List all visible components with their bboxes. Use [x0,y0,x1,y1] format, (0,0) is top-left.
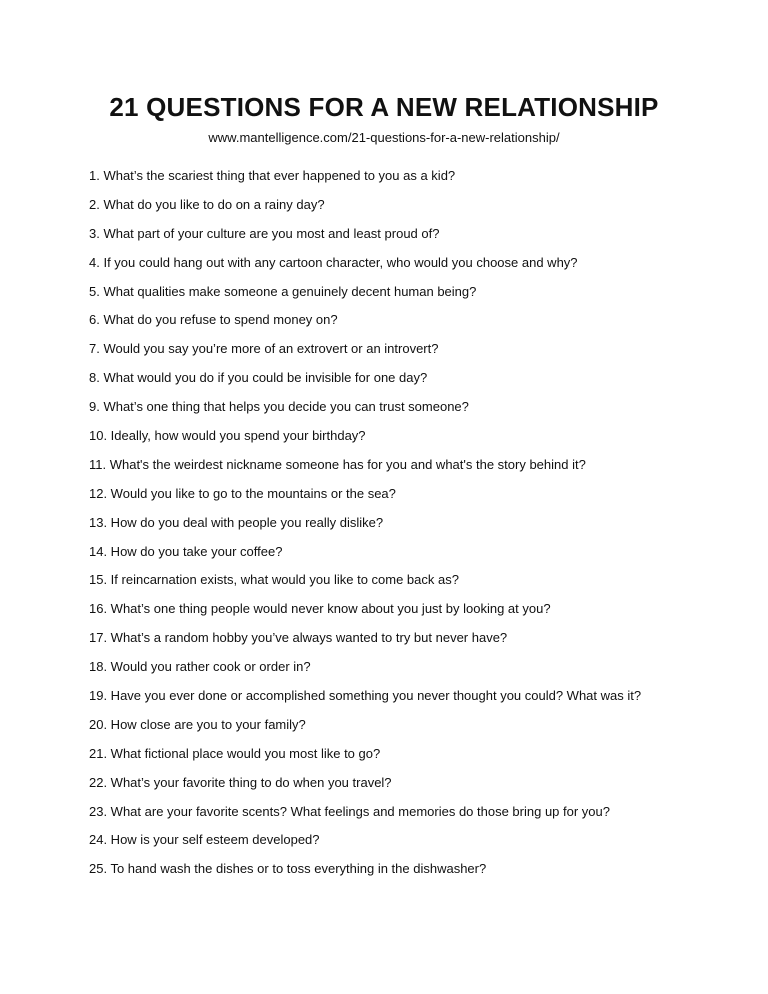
question-item: 12. Would you like to go to the mountains or the sea? [89,485,396,501]
question-item: 13. How do you deal with people you really dislike? [89,514,384,530]
question-item: 25. To hand wash the dishes or to toss everything in the dishwasher? [89,861,487,877]
question-item: 20. How close are you to your family? [89,716,306,732]
question-item: 4. If you could hang out with any cartoon character, who would you choose and why? [89,254,578,270]
question-item: 8. What would you do if you could be invisible for one day? [89,370,428,386]
question-item: 15. If reincarnation exists, what would you like to come back as? [89,572,459,588]
question-item: 3. What part of your culture are you most and least proud of? [89,225,440,241]
question-item: 9. What’s one thing that helps you decide you can trust someone? [89,399,469,415]
source-url: www.mantelligence.com/21-questions-for-a-new-relationship/ [208,130,560,145]
question-item: 11. What's the weirdest nickname someone has for you and what's the story behind it? [89,456,586,472]
question-item: 7. Would you say you’re more of an extrovert or an introvert? [89,341,439,357]
question-item: 17. What’s a random hobby you’ve always wanted to try but never have? [89,630,508,646]
question-item: 24. How is your self esteem developed? [89,832,320,848]
question-item: 19. Have you ever done or accomplished something you never thought you could? What was it? [89,688,642,704]
question-item: 2. What do you like to do on a rainy day? [89,196,325,212]
question-item: 18. Would you rather cook or order in? [89,659,311,675]
question-item: 10. Ideally, how would you spend your birthday? [89,428,366,444]
question-item: 21. What fictional place would you most like to go? [89,745,381,761]
question-item: 6. What do you refuse to spend money on? [89,312,338,328]
page-title: 21 QUESTIONS FOR A NEW RELATIONSHIP [109,92,659,122]
question-item: 16. What’s one thing people would never know about you just by looking at you? [89,601,551,617]
question-list [89,168,709,890]
question-item: 5. What qualities make someone a genuinely decent human being? [89,283,477,299]
question-item: 1. What’s the scariest thing that ever happened to you as a kid? [89,168,456,183]
question-item: 22. What’s your favorite thing to do when you travel? [89,774,392,790]
question-item: 14. How do you take your coffee? [89,543,283,559]
question-item: 23. What are your favorite scents? What feelings and memories do those bring up for you? [89,803,610,819]
